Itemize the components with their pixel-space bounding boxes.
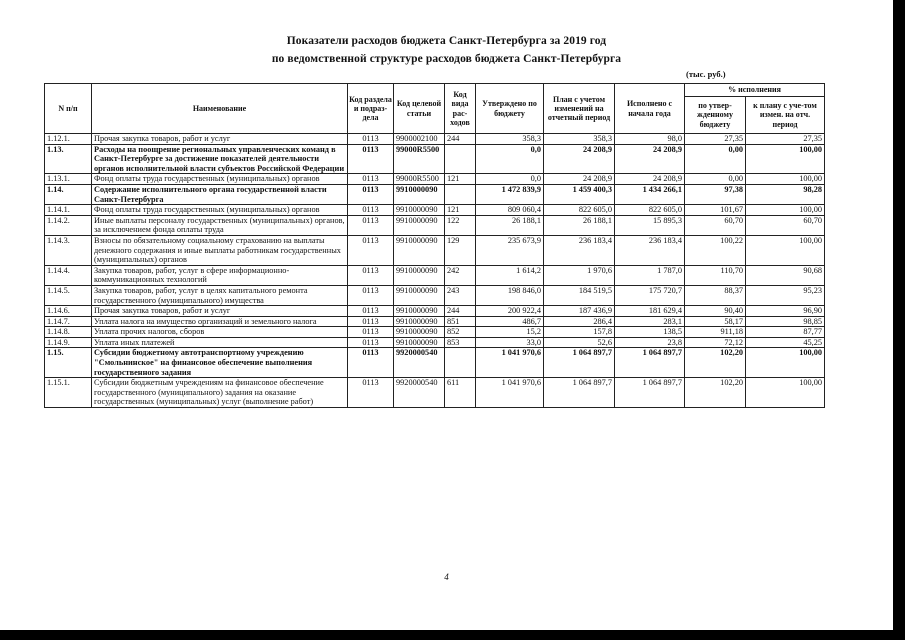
cell-kind-code: 121 xyxy=(445,205,476,216)
cell-name: Закупка товаров, работ, услуг в сфере информационно-коммуникационных технологий xyxy=(92,265,348,285)
cell-executed: 23,8 xyxy=(615,337,685,348)
cell-kind-code xyxy=(445,184,476,204)
cell-name: Прочая закупка товаров, работ и услуг xyxy=(92,134,348,145)
cell-kind-code xyxy=(445,348,476,378)
cell-pct-plan: 45,25 xyxy=(746,337,825,348)
cell-target-code: 9910000090 xyxy=(394,337,445,348)
cell-executed: 138,5 xyxy=(615,327,685,338)
cell-target-code: 9910000090 xyxy=(394,235,445,265)
header-executed: Исполнено с начала года xyxy=(615,84,685,134)
cell-name: Уплата прочих налогов, сборов xyxy=(92,327,348,338)
scan-edge-bottom xyxy=(0,630,905,640)
cell-approved: 0,0 xyxy=(476,144,544,174)
cell-section-code: 0113 xyxy=(348,235,394,265)
cell-approved: 1 472 839,9 xyxy=(476,184,544,204)
cell-kind-code: 122 xyxy=(445,215,476,235)
cell-plan: 26 188,1 xyxy=(544,215,615,235)
cell-approved: 1 614,2 xyxy=(476,265,544,285)
cell-target-code: 99000R5500 xyxy=(394,174,445,185)
cell-name: Фонд оплаты труда государственных (муниципальных) органов xyxy=(92,205,348,216)
cell-pct-plan: 95,23 xyxy=(746,285,825,305)
document-title-line2: по ведомственной структуре расходов бюджета Санкт-Петербурга xyxy=(271,53,622,65)
table-row xyxy=(45,306,825,317)
cell-executed: 24 208,9 xyxy=(615,144,685,174)
cell-plan: 157,8 xyxy=(544,327,615,338)
cell-section-code: 0113 xyxy=(348,285,394,305)
cell-pct-plan: 87,77 xyxy=(746,327,825,338)
cell-num: 1.14.9. xyxy=(45,337,92,348)
cell-num: 1.15. xyxy=(45,348,92,378)
cell-kind-code: 852 xyxy=(445,327,476,338)
cell-target-code: 9910000090 xyxy=(394,215,445,235)
table-row xyxy=(45,337,825,348)
cell-executed: 1 787,0 xyxy=(615,265,685,285)
cell-approved: 809 060,4 xyxy=(476,205,544,216)
cell-pct-plan: 100,00 xyxy=(746,348,825,378)
cell-num: 1.15.1. xyxy=(45,378,92,408)
cell-pct-approved: 100,22 xyxy=(685,235,746,265)
cell-pct-approved: 102,20 xyxy=(685,378,746,408)
cell-section-code: 0113 xyxy=(348,184,394,204)
cell-pct-plan: 27,35 xyxy=(746,134,825,145)
header-section-code: Код раздела и подраз-дела xyxy=(348,84,394,134)
cell-kind-code xyxy=(445,144,476,174)
cell-section-code: 0113 xyxy=(348,348,394,378)
cell-target-code: 9910000090 xyxy=(394,327,445,338)
cell-pct-approved: 58,17 xyxy=(685,316,746,327)
cell-num: 1.14.6. xyxy=(45,306,92,317)
cell-pct-plan: 96,90 xyxy=(746,306,825,317)
cell-plan: 52,6 xyxy=(544,337,615,348)
cell-target-code: 9910000090 xyxy=(394,306,445,317)
cell-section-code: 0113 xyxy=(348,205,394,216)
cell-pct-plan: 100,00 xyxy=(746,378,825,408)
cell-plan: 24 208,9 xyxy=(544,174,615,185)
cell-num: 1.13. xyxy=(45,144,92,174)
cell-pct-approved: 0,00 xyxy=(685,144,746,174)
cell-plan: 1 064 897,7 xyxy=(544,378,615,408)
cell-pct-approved: 27,35 xyxy=(685,134,746,145)
cell-kind-code: 851 xyxy=(445,316,476,327)
cell-pct-approved: 90,40 xyxy=(685,306,746,317)
cell-target-code: 99000R5500 xyxy=(394,144,445,174)
cell-kind-code: 243 xyxy=(445,285,476,305)
cell-executed: 1 064 897,7 xyxy=(615,378,685,408)
cell-approved: 1 041 970,6 xyxy=(476,378,544,408)
budget-table xyxy=(44,83,825,408)
cell-target-code: 9920000540 xyxy=(394,378,445,408)
cell-plan: 1 459 400,3 xyxy=(544,184,615,204)
document-title-line1: Показатели расходов бюджета Санкт-Петербурга за 2019 год xyxy=(286,35,607,47)
header-percent-group: % исполнения xyxy=(685,84,825,97)
cell-kind-code: 611 xyxy=(445,378,476,408)
cell-plan: 358,3 xyxy=(544,134,615,145)
cell-target-code: 9910000090 xyxy=(394,265,445,285)
cell-num: 1.14.8. xyxy=(45,327,92,338)
table-row xyxy=(45,144,825,174)
cell-num: 1.14. xyxy=(45,184,92,204)
cell-plan: 24 208,9 xyxy=(544,144,615,174)
cell-kind-code: 242 xyxy=(445,265,476,285)
header-approved: Утверждено по бюджету xyxy=(476,84,544,134)
cell-plan: 286,4 xyxy=(544,316,615,327)
table-row xyxy=(45,378,825,408)
cell-pct-approved: 88,37 xyxy=(685,285,746,305)
header-pct-approved: по утвер-жденному бюджету xyxy=(685,97,746,134)
cell-pct-plan: 100,00 xyxy=(746,144,825,174)
cell-target-code: 9900002100 xyxy=(394,134,445,145)
cell-name: Уплата иных платежей xyxy=(92,337,348,348)
header-num: N п/п xyxy=(45,84,92,134)
cell-section-code: 0113 xyxy=(348,215,394,235)
cell-pct-approved: 101,67 xyxy=(685,205,746,216)
cell-name: Субсидии бюджетным учреждениям на финансовое обеспечение государственного (муниципального) задания на оказание государственных (муниципальных) услуг (выполнение работ) xyxy=(92,378,348,408)
cell-num: 1.14.3. xyxy=(45,235,92,265)
cell-kind-code: 121 xyxy=(445,174,476,185)
cell-plan: 1 064 897,7 xyxy=(544,348,615,378)
cell-kind-code: 129 xyxy=(445,235,476,265)
cell-executed: 1 064 897,7 xyxy=(615,348,685,378)
cell-num: 1.14.2. xyxy=(45,215,92,235)
cell-section-code: 0113 xyxy=(348,327,394,338)
cell-pct-plan: 98,28 xyxy=(746,184,825,204)
cell-approved: 358,3 xyxy=(476,134,544,145)
cell-approved: 1 041 970,6 xyxy=(476,348,544,378)
cell-section-code: 0113 xyxy=(348,306,394,317)
cell-pct-approved: 0,00 xyxy=(685,174,746,185)
cell-pct-approved: 911,18 xyxy=(685,327,746,338)
cell-target-code: 9910000090 xyxy=(394,205,445,216)
table-row xyxy=(45,205,825,216)
cell-name: Уплата налога на имущество организаций и земельного налога xyxy=(92,316,348,327)
cell-plan: 822 605,0 xyxy=(544,205,615,216)
page-number: 4 xyxy=(444,572,449,582)
cell-section-code: 0113 xyxy=(348,144,394,174)
cell-name: Прочая закупка товаров, работ и услуг xyxy=(92,306,348,317)
units-label: (тыс. руб.) xyxy=(686,69,726,79)
cell-pct-approved: 72,12 xyxy=(685,337,746,348)
cell-executed: 283,1 xyxy=(615,316,685,327)
cell-pct-plan: 98,85 xyxy=(746,316,825,327)
table-row xyxy=(45,235,825,265)
cell-pct-approved: 110,70 xyxy=(685,265,746,285)
cell-approved: 15,2 xyxy=(476,327,544,338)
cell-num: 1.14.5. xyxy=(45,285,92,305)
cell-name: Расходы на поощрение региональных управленческих команд в Санкт-Петербурге за достижение показателей деятельности органов исполнительной власти субъектов Российской Федерации xyxy=(92,144,348,174)
table-row xyxy=(45,134,825,145)
cell-approved: 198 846,0 xyxy=(476,285,544,305)
cell-num: 1.14.1. xyxy=(45,205,92,216)
cell-executed: 822 605,0 xyxy=(615,205,685,216)
cell-pct-approved: 97,38 xyxy=(685,184,746,204)
cell-pct-approved: 60,70 xyxy=(685,215,746,235)
cell-approved: 0,0 xyxy=(476,174,544,185)
cell-num: 1.14.7. xyxy=(45,316,92,327)
cell-pct-plan: 60,70 xyxy=(746,215,825,235)
cell-name: Субсидии бюджетному автотранспортному учреждению "Смольнинское" на финансовое обеспечение выполнения государственного задания xyxy=(92,348,348,378)
cell-kind-code: 853 xyxy=(445,337,476,348)
table-row xyxy=(45,265,825,285)
header-pct-plan: к плану с уче-том измен. на отч. период xyxy=(746,97,825,134)
cell-plan: 187 436,9 xyxy=(544,306,615,317)
table-row xyxy=(45,327,825,338)
header-target-code: Код целевой статьи xyxy=(394,84,445,134)
cell-section-code: 0113 xyxy=(348,265,394,285)
cell-name: Закупка товаров, работ, услуг в целях капитального ремонта государственного (муниципального) имущества xyxy=(92,285,348,305)
table-row xyxy=(45,285,825,305)
cell-kind-code: 244 xyxy=(445,306,476,317)
cell-section-code: 0113 xyxy=(348,316,394,327)
cell-executed: 236 183,4 xyxy=(615,235,685,265)
header-plan: План с учетом изменений на отчетный период xyxy=(544,84,615,134)
cell-section-code: 0113 xyxy=(348,337,394,348)
cell-approved: 26 188,1 xyxy=(476,215,544,235)
cell-target-code: 9910000090 xyxy=(394,184,445,204)
cell-plan: 1 970,6 xyxy=(544,265,615,285)
cell-section-code: 0113 xyxy=(348,134,394,145)
cell-num: 1.14.4. xyxy=(45,265,92,285)
cell-executed: 15 895,3 xyxy=(615,215,685,235)
cell-target-code: 9910000090 xyxy=(394,285,445,305)
header-name: Наименование xyxy=(92,84,348,134)
cell-pct-plan: 100,00 xyxy=(746,235,825,265)
cell-kind-code: 244 xyxy=(445,134,476,145)
cell-name: Взносы по обязательному социальному страхованию на выплаты денежного содержания и иные выплаты работникам государственных (муниципальных) органов xyxy=(92,235,348,265)
cell-pct-plan: 100,00 xyxy=(746,205,825,216)
cell-executed: 181 629,4 xyxy=(615,306,685,317)
cell-executed: 24 208,9 xyxy=(615,174,685,185)
cell-approved: 486,7 xyxy=(476,316,544,327)
scan-edge-right xyxy=(893,0,905,640)
cell-plan: 236 183,4 xyxy=(544,235,615,265)
cell-plan: 184 519,5 xyxy=(544,285,615,305)
cell-approved: 33,0 xyxy=(476,337,544,348)
table-row xyxy=(45,215,825,235)
cell-pct-approved: 102,20 xyxy=(685,348,746,378)
cell-name: Иные выплаты персоналу государственных (муниципальных) органов, за исключением фонда оплаты труда xyxy=(92,215,348,235)
cell-num: 1.12.1. xyxy=(45,134,92,145)
cell-pct-plan: 90,68 xyxy=(746,265,825,285)
cell-executed: 98,0 xyxy=(615,134,685,145)
cell-name: Фонд оплаты труда государственных (муниципальных) органов xyxy=(92,174,348,185)
cell-target-code: 9920000540 xyxy=(394,348,445,378)
cell-executed: 1 434 266,1 xyxy=(615,184,685,204)
cell-section-code: 0113 xyxy=(348,378,394,408)
table-row xyxy=(45,348,825,378)
cell-target-code: 9910000090 xyxy=(394,316,445,327)
cell-approved: 235 673,9 xyxy=(476,235,544,265)
cell-num: 1.13.1. xyxy=(45,174,92,185)
cell-pct-plan: 100,00 xyxy=(746,174,825,185)
cell-executed: 175 720,7 xyxy=(615,285,685,305)
table-row xyxy=(45,184,825,204)
header-kind-code: Код вида рас-ходов xyxy=(445,84,476,134)
cell-name: Содержание исполнительного органа государственной власти Санкт-Петербурга xyxy=(92,184,348,204)
cell-section-code: 0113 xyxy=(348,174,394,185)
table-row xyxy=(45,174,825,185)
table-row xyxy=(45,316,825,327)
cell-approved: 200 922,4 xyxy=(476,306,544,317)
